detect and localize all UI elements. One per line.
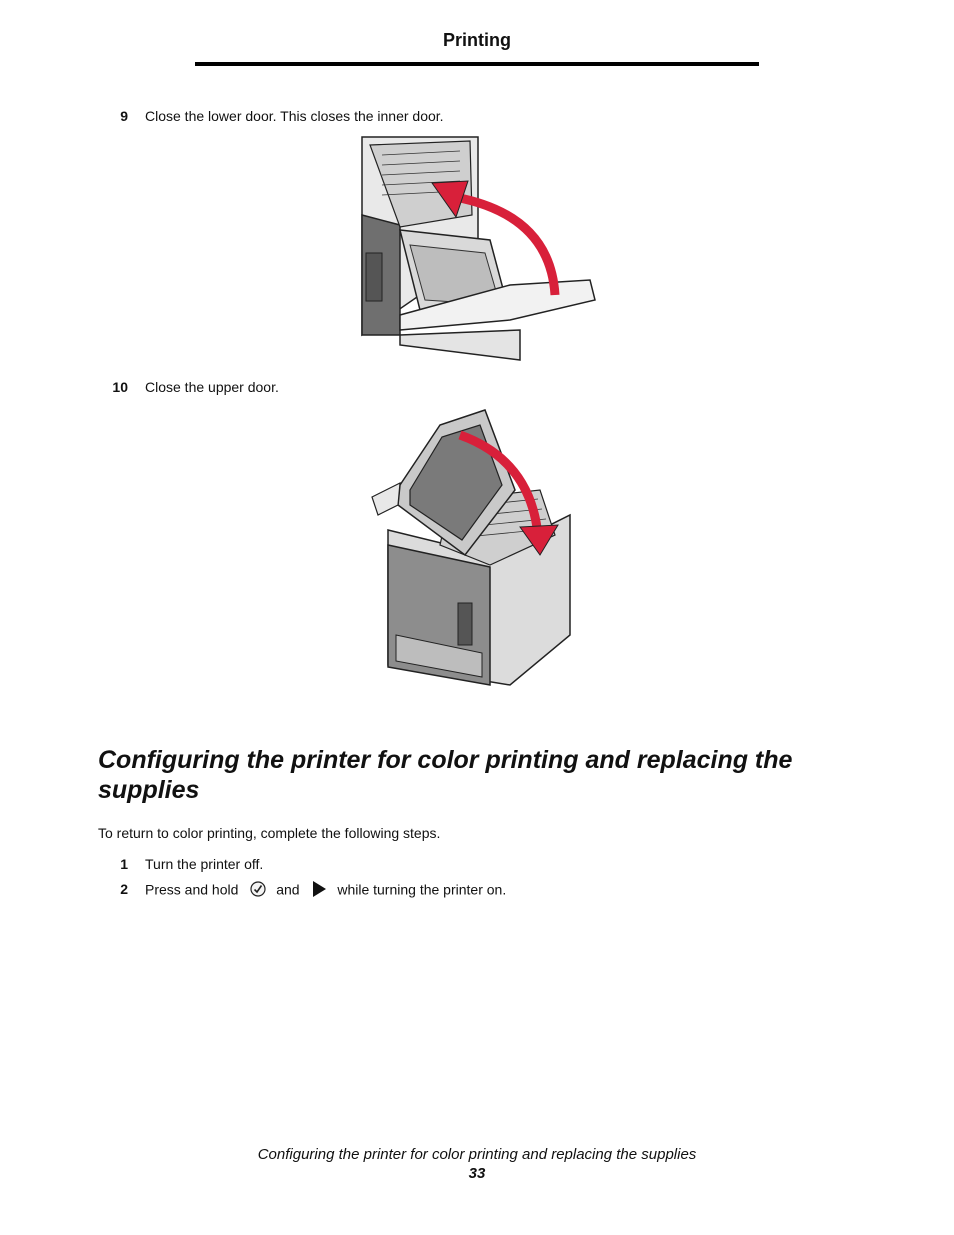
- right-arrow-button-icon: [311, 880, 327, 902]
- step-text: [145, 880, 506, 902]
- header-rule: [195, 62, 759, 66]
- select-button-icon: [250, 881, 266, 901]
- step-10: [100, 378, 279, 396]
- printer-upper-door-illustration: [370, 405, 575, 690]
- page-header-title: Printing: [443, 30, 511, 50]
- step-text: Close the lower door. This closes the inner door.: [145, 108, 444, 124]
- step-1: [100, 855, 263, 873]
- step-text: Turn the printer off.: [145, 856, 264, 872]
- step-number: 1: [120, 856, 128, 872]
- step-text-before: Press and hold: [145, 881, 239, 898]
- section-intro: To return to color printing, complete the following steps.: [98, 825, 441, 841]
- page-number: 33: [468, 1165, 486, 1182]
- printer-lower-door-illustration: [360, 135, 600, 365]
- footer-title: Configuring the printer for color printing and replacing the supplies: [257, 1146, 697, 1163]
- figure-lower-door: [360, 135, 600, 365]
- step-text-middle: and: [276, 881, 300, 898]
- step-2: [100, 880, 506, 902]
- step-text: Close the upper door.: [145, 379, 279, 395]
- step-text-after: while turning the printer on.: [337, 881, 507, 898]
- section-title: Configuring the printer for color printing and replacing the supplies: [98, 746, 793, 804]
- figure-upper-door: [370, 405, 575, 690]
- step-number: 2: [120, 881, 128, 897]
- step-number: 10: [112, 379, 128, 395]
- step-number: 9: [120, 108, 128, 124]
- step-9: [100, 107, 444, 125]
